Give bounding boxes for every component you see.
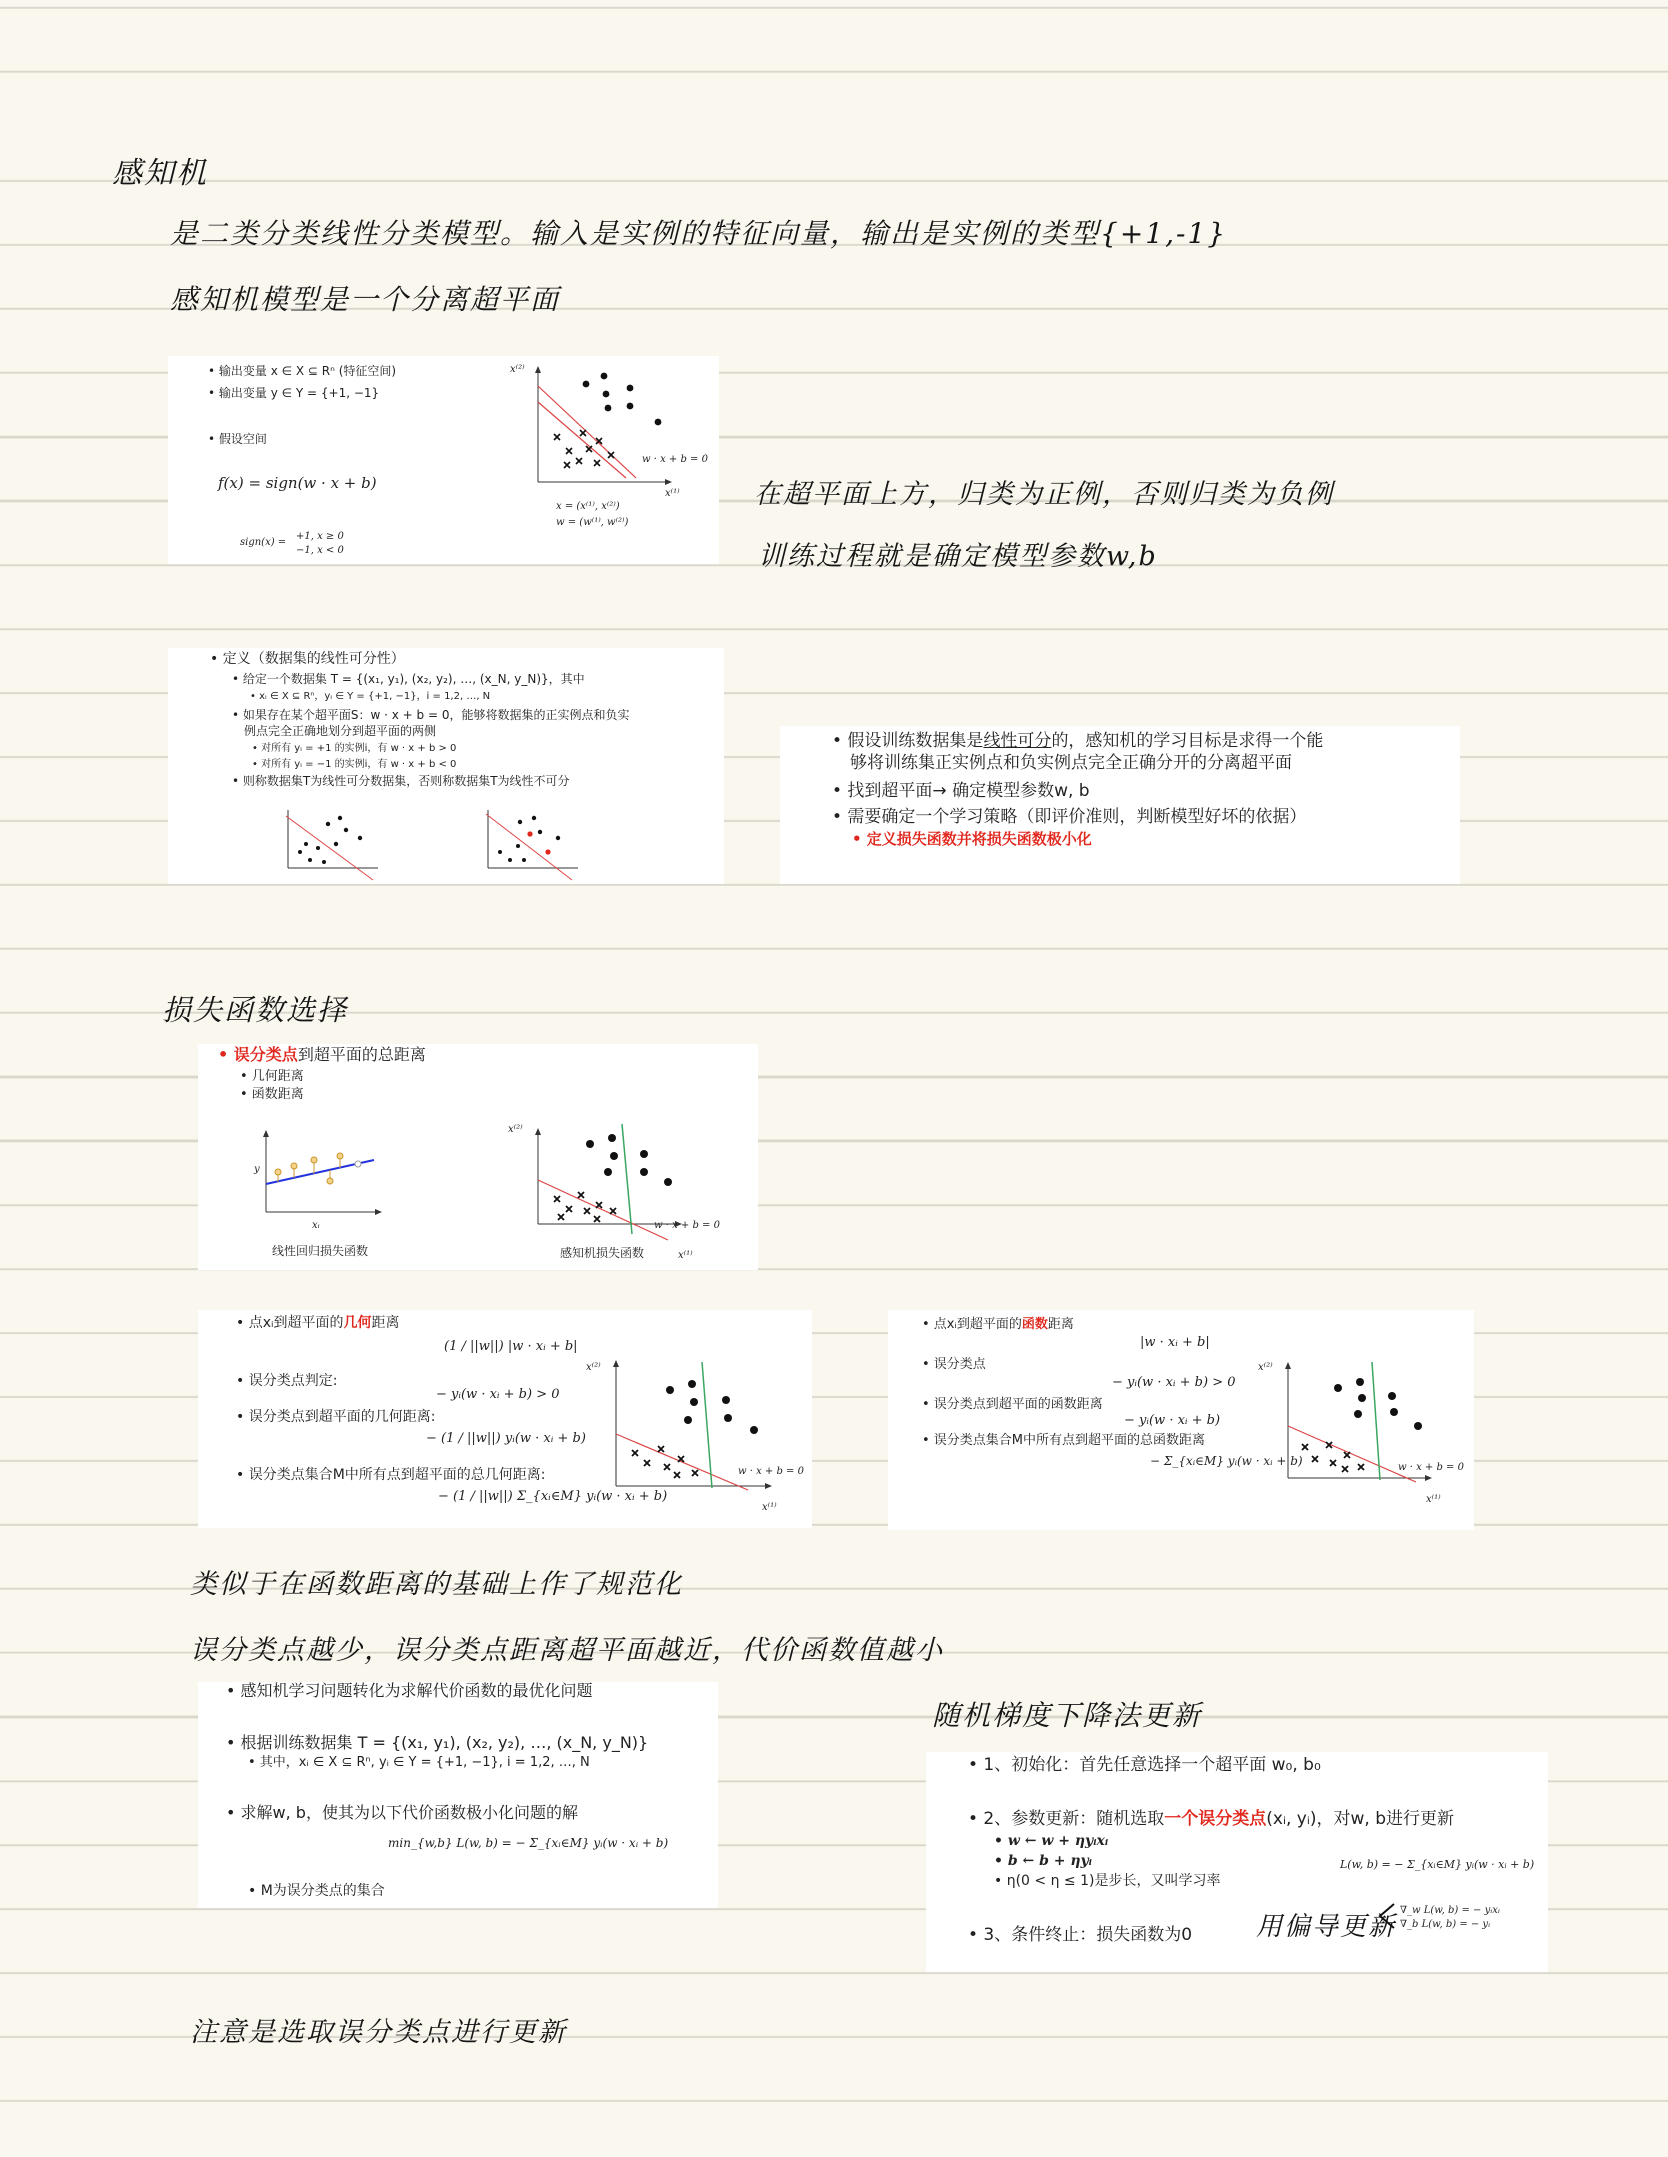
geo-formula-1: (1 / ||w||) |w · xᵢ + b| — [444, 1339, 578, 1354]
model-hyperplane-label: w · x + b = 0 — [642, 454, 708, 465]
sign-label: sign(x) = — [240, 537, 287, 548]
model-axis-x2: x⁽²⁾ — [510, 364, 525, 375]
model-bullet-1: • 输出变量 x ∈ X ⊆ Rⁿ (特征空间) — [208, 364, 397, 378]
loss-axis-y: y — [254, 1164, 260, 1175]
model-scatter-plot — [168, 356, 719, 564]
slide-loss — [198, 1044, 758, 1270]
slide-strategy — [780, 726, 1460, 884]
geo-line-1-red: 几何 — [343, 1315, 372, 1331]
loss-sub-1: • 几何距离 — [240, 1069, 304, 1084]
sgd-partial-note: 用偏导更新 — [1256, 1912, 1397, 1942]
sgd-line-2a: • 2、参数更新：随机选取 — [968, 1809, 1165, 1829]
notes-line-1: 是二类分类线性分类模型。输入是实例的特征向量，输出是实例的类型{+1,-1} — [170, 217, 1228, 250]
opt-line-4: • 求解w, b，使其为以下代价函数极小化问题的解 — [226, 1803, 578, 1822]
strategy-line-1a: • 假设训练数据集是 — [832, 731, 984, 751]
strategy-line-5: • 定义损失函数并将损失函数极小化 — [852, 830, 1092, 848]
strategy-line-3: • 找到超平面→ 确定模型参数w, b — [832, 781, 1090, 801]
slide-optimization — [198, 1682, 718, 1908]
geo-formula-3: − (1 / ||w||) yᵢ(w · xᵢ + b) — [426, 1431, 586, 1446]
opt-line-2: • 根据训练数据集 T = {(x₁, y₁), (x₂, y₂), …, (x_N, y_N)} — [226, 1733, 649, 1752]
slide-functional — [888, 1310, 1474, 1530]
sgd-line-1: • 1、初始化：首先任意选择一个超平面 w₀, b₀ — [968, 1755, 1321, 1775]
geo-line-1b: 距离 — [371, 1315, 400, 1331]
def-line-5: • 对所有 yᵢ = +1 的实例i，有 w · x + b > 0 — [252, 743, 457, 754]
func-line-1b: 距离 — [1047, 1317, 1074, 1332]
sgd-line-2-red: 一个误分类点 — [1164, 1809, 1267, 1829]
notes-normalization: 类似于在函数距离的基础上作了规范化 — [190, 1569, 683, 1600]
def-line-4: 例点完全正确地划分到超平面的两侧 — [244, 724, 437, 738]
geo-line-4: • 误分类点集合M中所有点到超平面的总几何距离: — [236, 1467, 546, 1483]
geo-line-2: • 误分类点判定: — [236, 1373, 338, 1389]
def-heading: • 定义（数据集的线性可分性） — [210, 651, 405, 667]
notes-side-2: 训练过程就是确定模型参数w,b — [758, 541, 1158, 572]
func-line-1-red: 函数 — [1021, 1317, 1048, 1332]
notes-cost-meaning: 误分类点越少，误分类点距离超平面越近，代价函数值越小 — [190, 1635, 944, 1666]
func-hyperplane-label: w · x + b = 0 — [1398, 1462, 1464, 1473]
loss-heading-red: • 误分类点 — [218, 1045, 298, 1064]
loss-plots — [198, 1044, 758, 1270]
sgd-bracket — [926, 1752, 1548, 1972]
sgd-step-size: • η(0 < η ≤ 1)是步长，又叫学习率 — [994, 1873, 1221, 1889]
strategy-line-1 — [832, 730, 1323, 752]
loss-caption-2: 感知机损失函数 — [560, 1246, 645, 1260]
func-plot — [888, 1310, 1474, 1530]
func-formula-2: − yᵢ(w · xᵢ + b) > 0 — [1112, 1375, 1236, 1390]
sign-negative: −1, x < 0 — [296, 545, 344, 556]
sgd-grad-w: ∇_w L(w, b) = − yᵢxᵢ — [1400, 1905, 1500, 1916]
loss-hyperplane-label: w · x + b = 0 — [654, 1220, 720, 1231]
def-line-6: • 对所有 yᵢ = −1 的实例i，有 w · x + b < 0 — [252, 759, 457, 770]
geo-formula-2: − yᵢ(w · xᵢ + b) > 0 — [436, 1387, 560, 1402]
func-axis-x2: x⁽²⁾ — [1258, 1362, 1273, 1373]
geo-line-3: • 误分类点到超平面的几何距离: — [236, 1409, 436, 1425]
opt-formula: min_{w,b} L(w, b) = − Σ_{xᵢ∈M} yᵢ(w · xᵢ + b) — [388, 1836, 669, 1850]
loss-axis-x1: x⁽¹⁾ — [678, 1250, 693, 1261]
func-formula-1: |w · xᵢ + b| — [1140, 1335, 1210, 1350]
sgd-line-2b: (xᵢ, yᵢ)，对w, b进行更新 — [1266, 1809, 1455, 1829]
opt-line-5: • M为误分类点的集合 — [248, 1883, 385, 1899]
slide-sgd — [926, 1752, 1548, 1972]
loss-axis-x2: x⁽²⁾ — [508, 1124, 523, 1135]
sgd-update-b: • b ← b + ηyᵢ — [994, 1853, 1093, 1869]
def-line-1: • 给定一个数据集 T = {(x₁, y₁), (x₂, y₂), …, (x_N, y_N)}，其中 — [232, 672, 585, 686]
slide-definition — [168, 648, 724, 884]
sign-positive: +1, x ≥ 0 — [296, 531, 344, 542]
geo-hyperplane-label: w · x + b = 0 — [738, 1466, 804, 1477]
sgd-title: 随机梯度下降法更新 — [932, 1699, 1203, 1732]
geo-line-1a: • 点xᵢ到超平面的 — [236, 1315, 344, 1331]
strategy-line-2: 够将训练集正实例点和负实例点完全正确分开的分离超平面 — [850, 753, 1292, 773]
geo-formula-4: − (1 / ||w||) Σ_{xᵢ∈M} yᵢ(w · xᵢ + b) — [438, 1489, 668, 1504]
model-axis-x1: x⁽¹⁾ — [665, 488, 680, 499]
func-line-4: • 误分类点集合M中所有点到超平面的总函数距离 — [922, 1433, 1206, 1448]
func-line-1a: • 点xᵢ到超平面的 — [922, 1317, 1022, 1332]
loss-axis-xi: xᵢ — [312, 1220, 320, 1231]
loss-caption-1: 线性回归损失函数 — [272, 1244, 369, 1258]
def-line-3: • 如果存在某个超平面S：w · x + b = 0，能够将数据集的正实例点和负实 — [232, 708, 630, 722]
def-line-2: • xᵢ ∈ X ⊆ Rⁿ，yᵢ ∈ Y = {+1, −1}，i = 1,2, …, N — [250, 691, 491, 702]
notes-side-1: 在超平面上方，归类为正例，否则归类为负例 — [754, 479, 1334, 510]
func-line-2: • 误分类点 — [922, 1357, 986, 1372]
slide-geometric — [198, 1310, 812, 1528]
loss-heading-rest: 到超平面的总距离 — [297, 1045, 426, 1064]
loss-sub-2: • 函数距离 — [240, 1087, 304, 1102]
geo-axis-x2: x⁽²⁾ — [586, 1362, 601, 1373]
def-line-7: • 则称数据集T为线性可分数据集，否则称数据集T为线性不可分 — [232, 774, 570, 788]
sgd-line-3: • 3、条件终止：损失函数为0 — [968, 1925, 1193, 1945]
notes-line-2: 感知机模型是一个分离超平面 — [170, 283, 561, 316]
func-formula-4: − Σ_{xᵢ∈M} yᵢ(w · xᵢ + b) — [1150, 1454, 1303, 1468]
func-formula-3: − yᵢ(w · xᵢ + b) — [1124, 1413, 1221, 1428]
geo-axis-x1: x⁽¹⁾ — [762, 1502, 777, 1513]
slide-model — [168, 356, 719, 564]
w-vector: w = (w⁽¹⁾, w⁽²⁾) — [556, 517, 629, 528]
sgd-loss-formula: L(w, b) = − Σ_{xᵢ∈M} yᵢ(w · xᵢ + b) — [1340, 1858, 1535, 1871]
model-bullet-2: • 输出变量 y ∈ Y = {+1, −1} — [208, 386, 380, 400]
section-loss-title: 损失函数选择 — [162, 993, 349, 1027]
opt-line-3: • 其中，xᵢ ∈ X ⊆ Rⁿ, yᵢ ∈ Y = {+1, −1}, i = 1,2, …, N — [248, 1755, 590, 1770]
func-line-3: • 误分类点到超平面的函数距离 — [922, 1397, 1103, 1412]
notes-title: 感知机 — [112, 156, 208, 191]
model-formula: f(x) = sign(w · x + b) — [218, 474, 377, 492]
sgd-update-w: • w ← w + ηyᵢxᵢ — [994, 1833, 1109, 1849]
notes-final: 注意是选取误分类点进行更新 — [190, 2017, 567, 2048]
sgd-grad-b: ∇_b L(w, b) = − yᵢ — [1400, 1919, 1491, 1930]
x-vector: x = (x⁽¹⁾, x⁽²⁾) — [556, 501, 620, 512]
strategy-line-4: • 需要确定一个学习策略（即评价准则，判断模型好坏的依据） — [832, 807, 1307, 827]
opt-line-1: • 感知机学习问题转化为求解代价函数的最优化问题 — [226, 1682, 593, 1700]
strategy-line-1b: 的，感知机的学习目标是求得一个能 — [1051, 731, 1324, 751]
model-bullet-3: • 假设空间 — [208, 432, 267, 446]
func-axis-x1: x⁽¹⁾ — [1426, 1494, 1441, 1505]
strategy-line-1-underlined: 线性可分 — [983, 731, 1052, 751]
def-plots — [168, 648, 724, 884]
geo-plot — [198, 1310, 812, 1528]
